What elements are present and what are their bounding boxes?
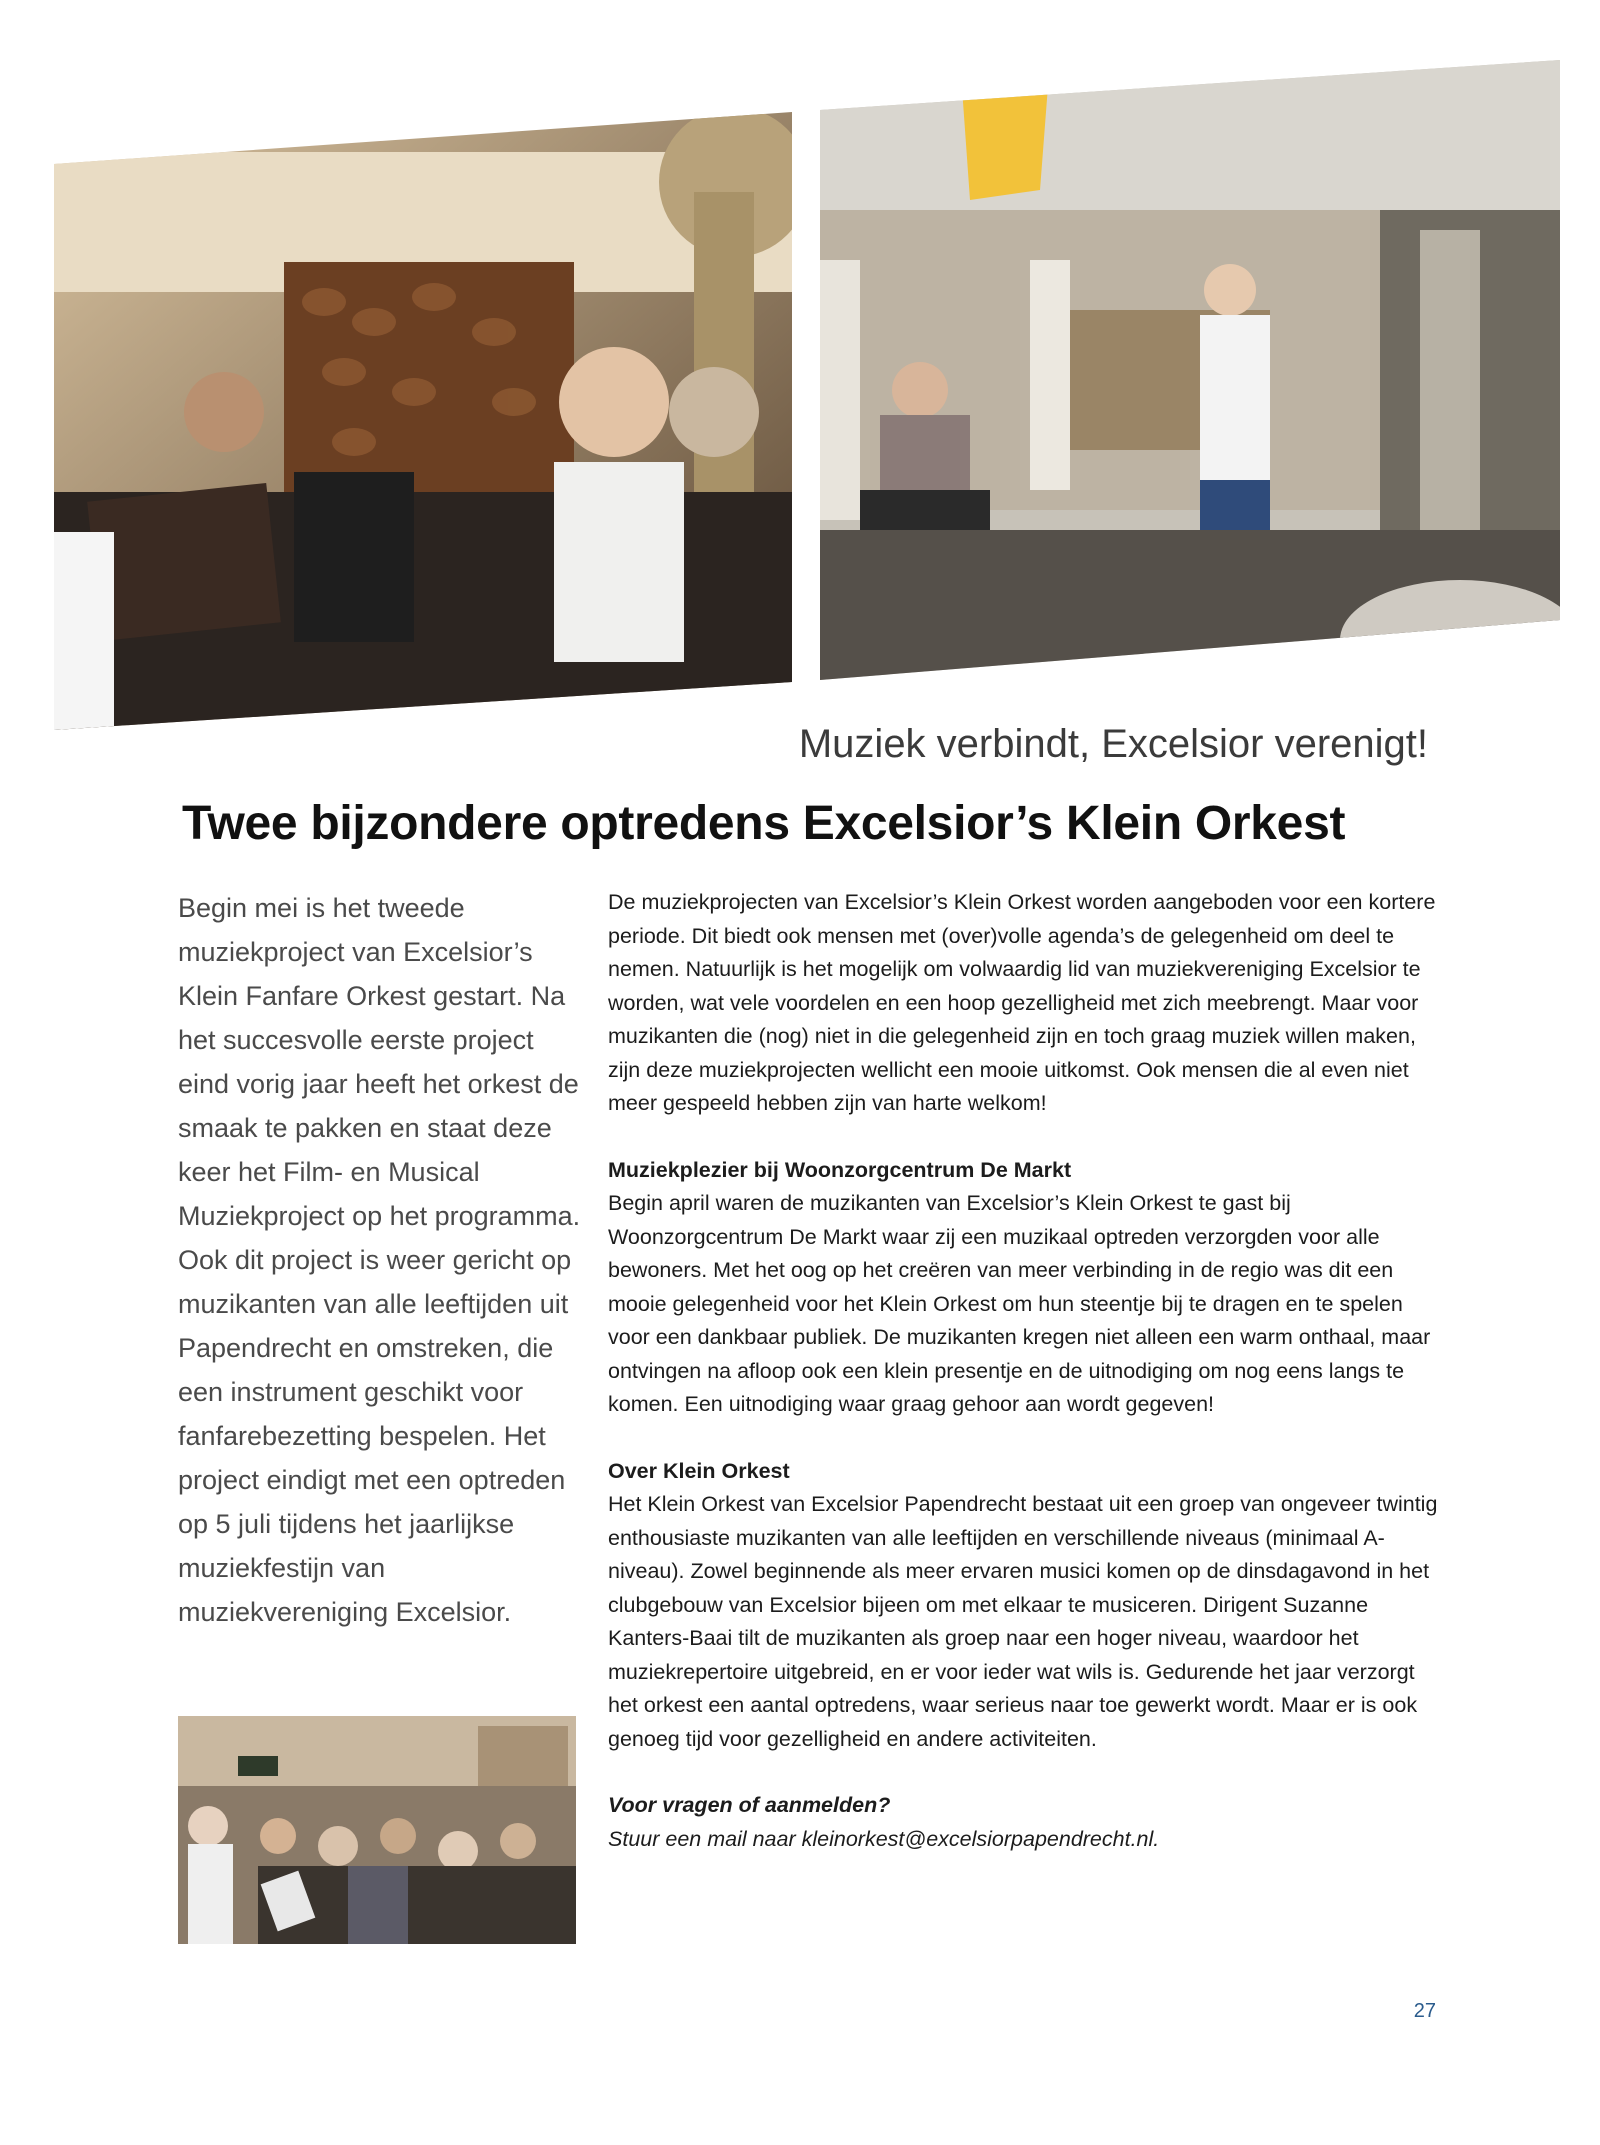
- section-text: Het Klein Orkest van Excelsior Papendrecht bestaat uit een groep van ongeveer twintig enthousiaste muzikanten van alle leeftijden en verschillende niveaus (minimaal A-niveau). Zowel beginnende als meer ervaren musici komen op de dinsdagavond in het clubgebouw van Excelsior bijeen om met elkaar te musiceren. Dirigent Suzanne Kanters-Baai tilt de muzikanten als groep naar een hoger niveau, waardoor het muziekrepertoire uitgebreid, en er voor ieder wat wils is. Gedurende het jaar verzorgt het orkest een aantal optredens, waar serieus naar toe gewerkt wordt. Maar er is ook genoeg tijd voor gezelligheid en andere activiteiten.: [608, 1492, 1438, 1751]
- section-text: Begin april waren de muzikanten van Excelsior’s Klein Orkest te gast bij Woonzorgcentrum De Markt waar zij een muzikaal optreden verzorgden voor alle bewoners. Met het oog op het creëren van meer verbinding in de regio was dit een mooie gelegenheid voor het Klein Orkest om hun steentje bij te dragen en te spelen voor een dankbaar publiek. De muzikanten kregen niet alleen een warm onthaal, maar ontvingen na afloop ook een klein presentje en de uitnodiging om nog eens langs te komen. Een uitnodiging waar graag gehoor aan wordt gegeven!: [608, 1191, 1431, 1416]
- contact-callout: [608, 1789, 1438, 1856]
- orchestra-photo-left: [54, 112, 792, 730]
- article-title: Twee bijzondere optredens Excelsior’s Klein Orkest: [182, 797, 1346, 850]
- orchestra-photo-right: [820, 60, 1560, 680]
- article-intro: Begin mei is het tweede muziekproject van Excelsior’s Klein Fanfare Orkest gestart. Na het succesvolle eerste project eind vorig jaar heeft het orkest de smaak te pakken en staat deze keer het Film- en Musical Muziekproject op het programma. Ook dit project is weer gericht op muzikanten van alle leeftijden uit Papendrecht en omstreken, die een instrument geschikt voor fanfarebezetting bespelen. Het project eindigt met een optreden op 5 juli tijdens het jaarlijkse muziekfestijn van muziekvereniging Excelsior.: [178, 893, 581, 1627]
- section-over-klein-orkest: [608, 1455, 1438, 1757]
- contact-text: Stuur een mail naar kleinorkest@excelsiorpapendrecht.nl.: [608, 1826, 1160, 1851]
- article-kicker: Muziek verbindt, Excelsior verenigt!: [798, 722, 1428, 766]
- article-body: [608, 886, 1438, 1889]
- section-heading: Over Klein Orkest: [608, 1458, 790, 1483]
- contact-heading: Voor vragen of aanmelden?: [608, 1793, 891, 1817]
- orchestra-photo-bottom: [178, 1716, 576, 1944]
- section-heading: Muziekplezier bij Woonzorgcentrum De Markt: [608, 1157, 1072, 1182]
- section-woonzorgcentrum: [608, 1154, 1438, 1422]
- page-number: 27: [1413, 2000, 1436, 2022]
- body-paragraph: De muziekprojecten van Excelsior’s Klein Orkest worden aangeboden voor een kortere periode. Dit biedt ook mensen met (over)volle agenda’s de gelegenheid om deel te nemen. Natuurlijk is het mogelijk om volwaardig lid van muziekvereniging Excelsior te worden, wat vele voordelen en een hoop gezelligheid met zich meebrengt. Maar voor muzikanten die (nog) niet in die gelegenheid zijn en toch graag muziek willen maken, zijn deze muziekprojecten wellicht een mooie uitkomst. Ook mensen die al even niet meer gespeeld hebben zijn van harte welkom!: [608, 890, 1436, 1115]
